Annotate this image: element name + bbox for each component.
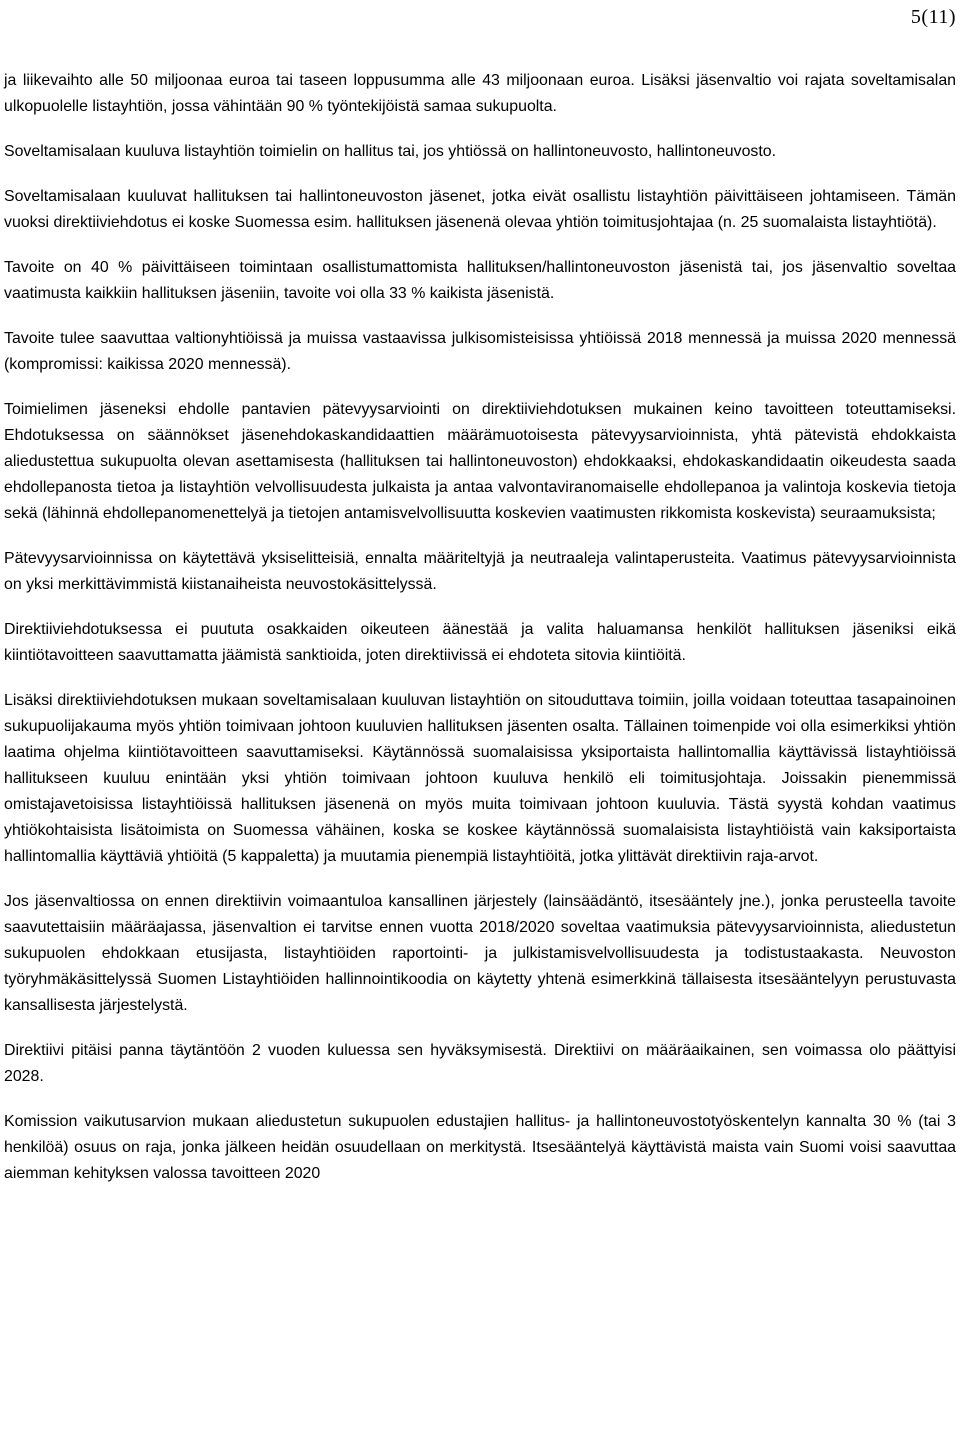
paragraph: Soveltamisalaan kuuluvat hallituksen tai hallintoneuvoston jäsenet, jotka eivät osallistu listayhtiön päivittäiseen johtamiseen. Tämän vuoksi direktiiviehdotus ei koske Suomessa esim. hallituksen jäsenenä olevaa yhtiön toimitusjohtajaa (n. 25 suomalaista listayhtiötä). bbox=[4, 188, 956, 231]
paragraph: Toimielimen jäseneksi ehdolle pantavien pätevyysarviointi on direktiiviehdotuksen mukainen keino tavoitteen toteuttamiseksi. Ehdotuksessa on säännökset jäsenehdokaskandidaattien määrämuotoisesta pätevyysarvioinnista, yhtä pätevistä ehdokkaista aliedustettua sukupuolta olevan asettamisesta (hallituksen tai hallintoneuvoston) ehdokkaaksi, ehdokaskandidaatin oikeudesta saada ehdollepanosta tietoa ja listayhtiön velvollisuudesta julkaista ja antaa valvontaviranomaiselle ehdollepanoa ja valintoja koskevia tietoja sekä (lähinnä ehdollepanomenettelyä ja tietojen antamisvelvollisuutta koskevien vaatimusten rikkomista koskevista) seuraamuksista; bbox=[4, 401, 956, 522]
paragraph: Direktiivi pitäisi panna täytäntöön 2 vuoden kuluessa sen hyväksymisestä. Direktiivi on määräaikainen, sen voimassa olo päättyisi 2028. bbox=[4, 1042, 956, 1085]
paragraph: ja liikevaihto alle 50 miljoonaa euroa tai taseen loppusumma alle 43 miljoonaan euroa. Lisäksi jäsenvaltio voi rajata soveltamisalan ulkopuolelle listayhtiön, jossa vähintään 90 % työntekijöistä samaa sukupuolta. bbox=[4, 72, 956, 115]
paragraph: Soveltamisalaan kuuluva listayhtiön toimielin on hallitus tai, jos yhtiössä on hallintoneuvosto, hallintoneuvosto. bbox=[4, 143, 777, 160]
page-number: 5(11) bbox=[910, 6, 956, 28]
paragraph: Lisäksi direktiiviehdotuksen mukaan soveltamisalaan kuuluvan listayhtiön on sitouduttava toimiin, joilla voidaan toteuttaa tasapainoinen sukupuolijakauma myös yhtiön toimivaan johtoon kuuluvien hallituksen jäsenten osalta. Tällainen toimenpide voi olla esimerkiksi yhtiön laatima ohjelma kiintiötavoitteen saavuttamiseksi. Käytännössä suomalaisissa yksiportaista hallintomallia käyttävissä listayhtiöissä hallitukseen kuuluu enintään yksi yhtiön toimivaan johtoon kuuluva henkilö eli toimitusjohtaja. Joissakin pienemmissä omistajavetoisissa listayhtiöissä hallituksen jäsenenä on myös muita toimivaan johtoon kuuluvia. Tästä syystä kohdan vaatimus yhtiökohtaisista lisätoimista on Suomessa vähäinen, koska se koskee käytännössä suomalaisista listayhtiöistä vain kaksiportaista hallintomallia käyttäviä yhtiöitä (5 kappaletta) ja muutamia pienempiä listayhtiöitä, jotka ylittävät direktiivin raja-arvot. bbox=[4, 692, 956, 865]
paragraph: Komission vaikutusarvion mukaan aliedustetun sukupuolen edustajien hallitus- ja hallintoneuvostotyöskentelyn kannalta 30 % (tai 3 henkilöä) osuus on raja, jonka jälkeen heidän osuudellaan on merkitystä. Itsesääntelyä käyttävistä maista vain Suomi voisi saavuttaa aiemman kehityksen valossa tavoitteen 2020 bbox=[4, 1113, 956, 1182]
paragraph: Tavoite tulee saavuttaa valtionyhtiöissä ja muissa vastaavissa julkisomisteisissa yhtiöissä 2018 mennessä ja muissa 2020 mennessä (kompromissi: kaikissa 2020 mennessä). bbox=[4, 330, 956, 373]
paragraph: Jos jäsenvaltiossa on ennen direktiivin voimaantuloa kansallinen järjestely (lainsäädäntö, itsesääntely jne.), jonka perusteella tavoite saavutettaisiin määräajassa, jäsenvaltion ei tarvitse ennen vuotta 2018/2020 soveltaa vaatimuksia pätevyysarvioinnista, aliedustetun sukupuolen ehdokkaan etusijasta, listayhtiöiden raportointi- ja julkistamisvelvollisuudesta ja todistustaakasta. Neuvoston työryhmäkäsittelyssä Suomen Listayhtiöiden hallinnointikoodia on käytetty yhtenä esimerkkinä tällaisesta itsesääntelyyn perustuvasta kansallisesta järjestelystä. bbox=[4, 893, 956, 1014]
paragraph: Tavoite on 40 % päivittäiseen toimintaan osallistumattomista hallituksen/hallintoneuvoston jäsenistä tai, jos jäsenvaltio soveltaa vaatimusta kaikkiin hallituksen jäseniin, tavoite voi olla 33 % kaikista jäsenistä. bbox=[4, 259, 956, 302]
paragraph: Direktiiviehdotuksessa ei puututa osakkaiden oikeuteen äänestää ja valita haluamansa henkilöt hallituksen jäseniksi eikä kiintiötavoitteen saavuttamatta jäämistä sanktioida, joten direktiivissä ei ehdoteta sitovia kiintiöitä. bbox=[4, 621, 956, 664]
paragraph: Pätevyysarvioinnissa on käytettävä yksiselitteisiä, ennalta määriteltyjä ja neutraaleja valintaperusteita. Vaatimus pätevyysarvioinnista on yksi merkittävimmistä kiistanaiheista neuvostokäsittelyssä. bbox=[4, 550, 956, 593]
document-body bbox=[4, 68, 956, 1206]
